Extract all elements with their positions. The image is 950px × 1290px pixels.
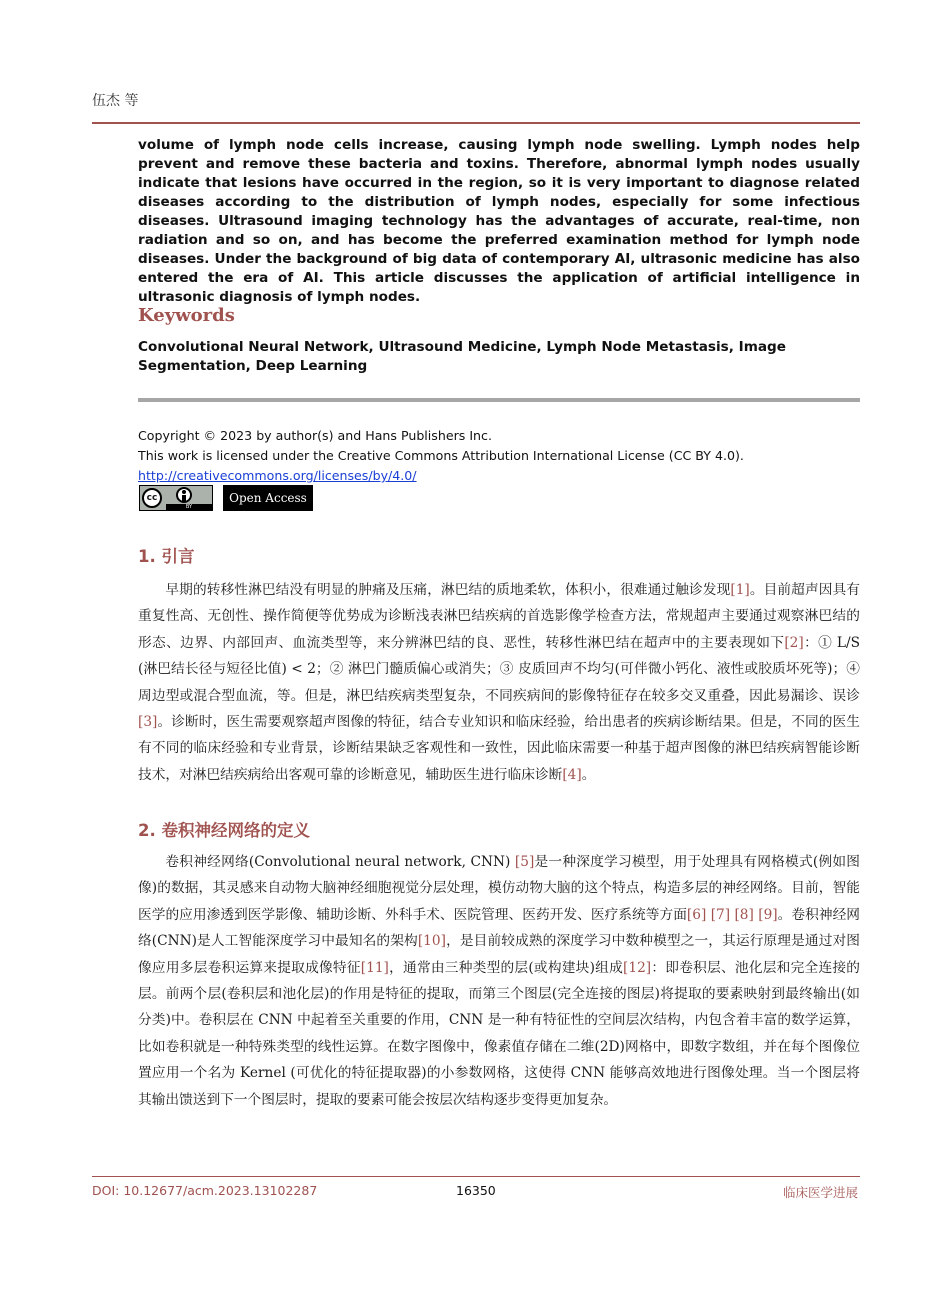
header-divider xyxy=(92,122,860,124)
citation-link[interactable]: [12] xyxy=(623,959,652,976)
section-2-body xyxy=(138,849,860,1113)
license-link[interactable]: http://creativecommons.org/licenses/by/4.0/ xyxy=(138,468,417,483)
footer-journal: 临床医学进展 xyxy=(782,1185,858,1200)
attribution-icon xyxy=(176,487,192,503)
text-run: 。诊断时，医生需要观察超声图像的特征，结合专业知识和临床经验，给出患者的疾病诊断结果。但是，不同的医生有不同的临床经验和专业背景，诊断结果缺乏客观性和一致性，因此临床需要一种基于超声图像的淋巴结疾病智能诊断技术，对淋巴结疾病给出客观可靠的诊断意见，辅助医生进行临床诊断 xyxy=(138,714,860,783)
keywords-heading: Keywords xyxy=(138,305,235,326)
footer-divider xyxy=(92,1176,860,1177)
citation-link[interactable]: [4] xyxy=(562,766,582,783)
license-line: This work is licensed under the Creative Commons Attribution International License (CC BY 4.0). xyxy=(138,448,744,463)
citation-link[interactable]: [2] xyxy=(784,634,804,651)
cc-by-badge[interactable] xyxy=(139,485,213,511)
citation-link[interactable]: [6] [7] [8] [9] xyxy=(686,906,778,923)
citation-link[interactable]: [5] xyxy=(514,854,535,870)
open-access-badge[interactable]: Open Access xyxy=(223,485,313,511)
text-run: ，通常由三种类型的层(或构建块)组成 xyxy=(388,959,624,976)
keywords-text: Convolutional Neural Network, Ultrasound Medicine, Lymph Node Metastasis, Image Segmentation, Deep Learning xyxy=(138,339,786,374)
section-divider xyxy=(138,398,860,402)
paragraph xyxy=(138,577,860,788)
section-1-heading: 1. 引言 xyxy=(138,547,195,566)
citation-link[interactable]: [1] xyxy=(730,582,750,598)
copyright-line: Copyright © 2023 by author(s) and Hans Publishers Inc. xyxy=(138,428,492,443)
text-run: 卷积神经网络(Convolutional neural network, CNN) xyxy=(165,854,515,870)
abstract-text: volume of lymph node cells increase, causing lymph node swelling. Lymph nodes help prevent and remove these bacteria and toxins. Therefore, abnormal lymph nodes usually indicate that lesions have occurred in the region, so it is very important to diagnose related diseases according to the distribution of lymph nodes, especially for some infectious diseases. Ultrasound imaging technology has the advantages of accurate, real-time, non radiation and so on, and has become the preferred examination method for lymph node diseases. Under the background of big data of contemporary AI, ultrasonic medicine has also entered the era of AI. This article discusses the application of artificial intelligence in ultrasonic diagnosis of lymph nodes. xyxy=(138,137,860,305)
copyright-block xyxy=(138,426,744,486)
text-run: 。目前超声因具有重复性高、无创性、操作简便等优势成为诊断浅表淋巴结疾病的首选影像学检查方法，常规超声主要通过观察淋巴结的形态、边界、内部回声、血流类型等，来分辨淋巴结的良、恶性，转移性淋巴结在超声中的主要表现如下 xyxy=(138,582,860,651)
text-run: ：① L/S (淋巴结长径与短径比值) < 2；② 淋巴门髓质偏心或消失；③ 皮质回声不均匀(可伴微小钙化、液性或胶质坏死等)；④ 周边型或混合型血流，等。但是，淋巴结疾病类型复杂，不同疾病间的影像特征存在较多交叉重叠，因此易漏诊、误诊 xyxy=(138,634,860,704)
text-run: 早期的转移性淋巴结没有明显的肿痛及压痛，淋巴结的质地柔软，体积小，很难通过触诊发现 xyxy=(165,582,731,598)
text-run: ，是目前较成熟的深度学习中数种模型之一，其运行原理是通过对图像应用多层卷积运算来提取成像特征 xyxy=(138,933,860,976)
section-2-heading: 2. 卷积神经网络的定义 xyxy=(138,821,310,840)
citation-link[interactable]: [11] xyxy=(360,959,389,976)
text-run: 。 xyxy=(581,766,596,783)
citation-link[interactable]: [10] xyxy=(417,933,446,950)
paragraph xyxy=(138,849,860,1113)
footer-page-number: 16350 xyxy=(456,1183,496,1198)
text-run: ：即卷积层、池化层和完全连接的层。前两个层(卷积层和池化层)的作用是特征的提取，而第三个图层(完全连接的图层)将提取的要素映射到最终输出(如分类)中。卷积层在 CNN 中起着至关重要的作用，CNN 是一种有特征性的空间层次结构，内包含着丰富的数学运算，比如卷积就是一种特殊类型的线性运算。在数字图像中，像素值存储在二维(2D)网格中，即数字数组，并在每个图像位置应用一个名为 Kernel (可优化的特征提取器)的小参数网格，这使得 CNN 能够高效地进行图像处理。当一个图层将其输出馈送到下一个图层时，提取的要素可能会按层次结构逐步变得更加复杂。 xyxy=(138,959,860,1108)
running-header-author: 伍杰 等 xyxy=(92,93,139,109)
license-badges xyxy=(139,485,313,511)
footer-doi: DOI: 10.12677/acm.2023.13102287 xyxy=(92,1183,318,1198)
citation-link[interactable]: [3] xyxy=(138,714,158,731)
by-label: BY xyxy=(166,504,212,510)
cc-icon: cc xyxy=(142,488,162,508)
section-1-body xyxy=(138,577,860,788)
text-run: 是一种深度学习模型，用于处理具有网格模式(例如图像)的数据，其灵感来自动物大脑神经细胞视觉分层处理，模仿动物大脑的这个特点，构造多层的神经网络。目前，智能医学的应用渗透到医学影像、辅助诊断、外科手术、医院管理、医药开发、医疗系统等方面 xyxy=(138,854,860,923)
text-run: 。卷积神经网络(CNN)是人工智能深度学习中最知名的架构 xyxy=(138,906,860,950)
